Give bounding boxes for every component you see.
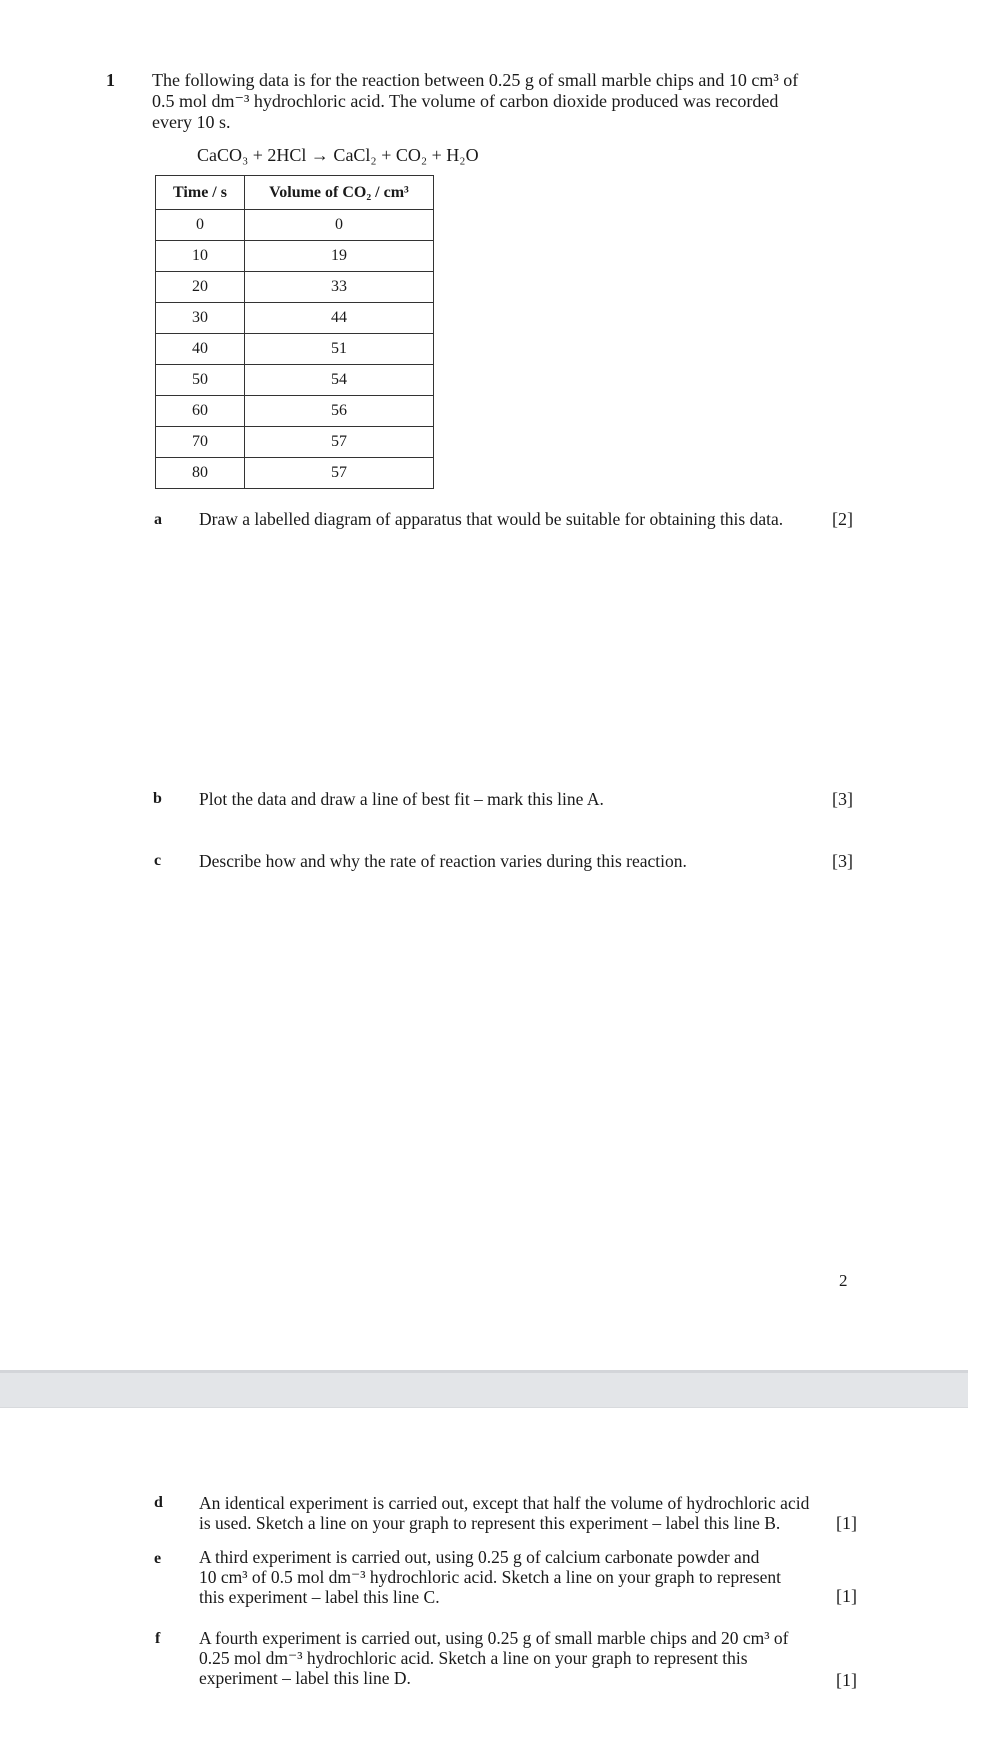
table-row [156,241,434,272]
intro-line: 0.5 mol dm⁻³ hydrochloric acid. The volume of carbon dioxide produced was recorded [152,91,779,111]
part-line: 10 cm³ of 0.5 mol dm⁻³ hydrochloric acid. Sketch a line on your graph to represent [199,1567,782,1587]
marks: [1] [836,1670,857,1690]
part-line: A third experiment is carried out, using 0.25 g of calcium carbonate powder and [199,1547,760,1567]
marks: [1] [836,1513,857,1533]
table-row [156,210,434,241]
volume-cell: 57 [245,458,434,489]
part-text [199,509,783,529]
volume-cell: 19 [245,241,434,272]
volume-cell: 0 [245,210,434,241]
table-row [156,427,434,458]
column-header-time: Time / s [156,176,245,210]
time-cell: 0 [156,210,245,241]
part-text [199,1547,781,1607]
part-text [199,851,687,871]
part-line: Describe how and why the rate of reaction varies during this reaction. [199,851,687,871]
time-cell: 10 [156,241,245,272]
time-cell: 20 [156,272,245,303]
part-line: Draw a labelled diagram of apparatus that would be suitable for obtaining this data. [199,509,784,529]
question-number: 1 [106,70,115,90]
marks: [2] [832,509,853,529]
part-text [199,1493,809,1533]
column-header-volume: Volume of CO₂ / cm³ [245,176,434,210]
part-label: a [154,511,162,528]
volume-cell: 54 [245,365,434,396]
table-row [156,396,434,427]
part-line: Plot the data and draw a line of best fit – mark this line A. [199,789,604,809]
intro-line: every 10 s. [152,112,231,132]
part-line: An identical experiment is carried out, except that half the volume of hydrochloric acid [199,1493,810,1513]
time-cell: 30 [156,303,245,334]
volume-cell: 57 [245,427,434,458]
data-table [155,175,434,489]
part-label: f [155,1630,161,1647]
part-label: e [154,1550,162,1567]
question-intro [152,70,832,133]
chemical-equation: CaCO₃ + 2HCl → CaCl₂ + CO₂ + H₂O [197,145,479,165]
time-cell: 40 [156,334,245,365]
intro-line: The following data is for the reaction between 0.25 g of small marble chips and 10 cm³ of [152,70,799,90]
part-line: A fourth experiment is carried out, using 0.25 g of small marble chips and 20 cm³ of [199,1628,789,1648]
page-2 [0,1408,982,1745]
time-cell: 80 [156,458,245,489]
table-header-row [156,176,434,210]
volume-cell: 51 [245,334,434,365]
time-cell: 70 [156,427,245,458]
volume-cell: 33 [245,272,434,303]
marks: [1] [836,1586,857,1606]
page-break [0,1370,968,1408]
page-number: 2 [839,1271,848,1290]
part-line: 0.25 mol dm⁻³ hydrochloric acid. Sketch a line on your graph to represent this [199,1648,748,1668]
part-line: is used. Sketch a line on your graph to represent this experiment – label this line B. [199,1513,781,1533]
table-row [156,365,434,396]
part-label: d [154,1494,163,1511]
part-line: experiment – label this line D. [199,1668,411,1688]
marks: [3] [832,851,853,871]
volume-cell: 44 [245,303,434,334]
table-row [156,334,434,365]
table-row [156,303,434,334]
part-text [199,1628,788,1688]
marks: [3] [832,789,853,809]
volume-cell: 56 [245,396,434,427]
part-label: b [153,790,162,807]
time-cell: 60 [156,396,245,427]
table-row [156,272,434,303]
part-text [199,789,604,809]
table-row [156,458,434,489]
time-cell: 50 [156,365,245,396]
part-line: this experiment – label this line C. [199,1587,440,1607]
part-label: c [154,852,162,869]
